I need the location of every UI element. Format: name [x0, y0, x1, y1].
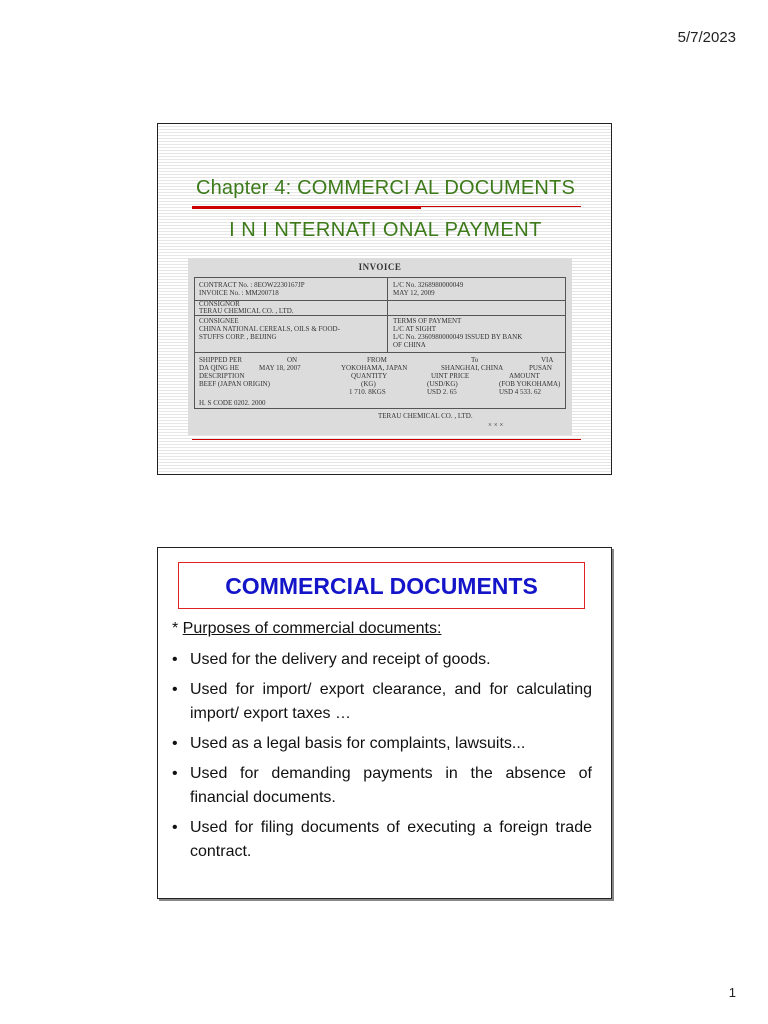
- invoice-row: [195, 315, 565, 353]
- via-label: VIA: [541, 356, 554, 364]
- slide-bottom-rule: [192, 439, 581, 440]
- vessel: DA QING HE: [199, 364, 240, 372]
- list-item: [172, 816, 592, 864]
- slide-subtitle: I N I NTERNATI ONAL PAYMENT: [229, 219, 542, 241]
- quantity-label: QUANTITY: [351, 372, 388, 380]
- ship-date: MAY 18, 2007: [259, 364, 301, 372]
- from-place: YOKOHAMA, JAPAN: [341, 364, 408, 372]
- list-item-text: Used for filing documents of executing a foreign trade contract.: [190, 819, 592, 860]
- invoice-table: [194, 277, 566, 409]
- consignor-value: TERAU CHEMICAL CO. , LTD.: [199, 307, 294, 315]
- list-item-text: Used for demanding payments in the absence of financial documents.: [190, 765, 592, 806]
- lc-no: L/C No. 3268980000049: [393, 281, 464, 289]
- slide-title: Chapter 4: COMMERCI AL DOCUMENTS: [195, 177, 576, 199]
- quantity-unit: (KG): [361, 380, 376, 388]
- intro-text: Purposes of commercial documents:: [182, 620, 442, 637]
- quantity-value: 1 710. 8KGS: [349, 388, 386, 396]
- slide-commercial-documents: [157, 547, 612, 899]
- intro-prefix: *: [172, 620, 183, 637]
- invoice-image: [188, 258, 572, 435]
- price-unit: (USD/KG): [427, 380, 458, 388]
- terms-line: L/C No. 2360980000049 ISSUED BY BANK: [393, 333, 523, 341]
- invoice-row: [195, 300, 565, 316]
- description-label: DESCRIPTION: [199, 372, 245, 380]
- invoice-heading: INVOICE: [358, 262, 402, 272]
- from-label: FROM: [367, 356, 387, 364]
- list-item: [172, 762, 592, 810]
- consignee-label: CONSIGNEE: [199, 317, 239, 325]
- hs-code: H. S CODE 0202. 2000: [199, 399, 266, 407]
- via-place: PUSAN: [529, 364, 552, 372]
- title-accent-bar: [192, 206, 421, 209]
- list-item-text: Used as a legal basis for complaints, lawsuits...: [190, 735, 526, 752]
- consignee-line: STUFFS CORP. , BEIJING: [199, 333, 277, 341]
- consignee-line: CHINA NATIONAL CEREALS, OILS & FOOD-: [199, 325, 340, 333]
- invoice-signature: TERAU CHEMICAL CO. , LTD.: [378, 412, 473, 420]
- title-rule: [421, 206, 581, 207]
- terms-line: L/C AT SIGHT: [393, 325, 437, 333]
- unit-price-label: UINT PRICE: [431, 372, 470, 380]
- consignor-label: CONSIGNOR: [199, 300, 240, 308]
- invoice-divider: [387, 278, 388, 352]
- page-number: 1: [728, 985, 736, 1000]
- shipped-per-label: SHIPPED PER: [199, 356, 242, 364]
- list-item-text: Used for import/ export clearance, and for calculating import/ export taxes …: [190, 681, 592, 722]
- invoice-row: [195, 278, 565, 301]
- bullet-icon: •: [172, 681, 178, 698]
- list-item-text: Used for the delivery and receipt of goods.: [190, 651, 491, 668]
- to-label: To: [471, 356, 479, 364]
- contract-no: CONTRACT No. : 8EOW2230167JP: [199, 281, 305, 289]
- amount-value: USD 4 533. 62: [499, 388, 542, 396]
- terms-line: OF CHINA: [393, 341, 426, 349]
- bullet-icon: •: [172, 735, 178, 752]
- terms-label: TERMS OF PAYMENT: [393, 317, 462, 325]
- list-item: [172, 678, 592, 726]
- purpose-list: [172, 648, 592, 870]
- heading-box: [178, 562, 585, 609]
- invoice-no: INVOICE No. : MM200718: [199, 289, 279, 297]
- bullet-icon: •: [172, 819, 178, 836]
- page-date: 5/7/2023: [677, 29, 736, 46]
- bullet-icon: •: [172, 651, 178, 668]
- lc-date: MAY 12, 2009: [393, 289, 435, 297]
- to-place: SHANGHAI, CHINA: [441, 364, 504, 372]
- list-item: [172, 648, 592, 672]
- list-item: [172, 732, 592, 756]
- intro-line: [172, 620, 441, 638]
- on-label: ON: [287, 356, 298, 364]
- amount-unit: (FOB YOKOHAMA): [499, 380, 561, 388]
- invoice-marks: × × ×: [488, 421, 504, 429]
- slide-heading: COMMERCIAL DOCUMENTS: [225, 573, 538, 599]
- price-value: USD 2. 65: [427, 388, 457, 396]
- slide-chapter-title: [157, 123, 612, 475]
- goods: BEEF (JAPAN ORIGIN): [199, 380, 270, 388]
- amount-label: AMOUNT: [509, 372, 540, 380]
- bullet-icon: •: [172, 765, 178, 782]
